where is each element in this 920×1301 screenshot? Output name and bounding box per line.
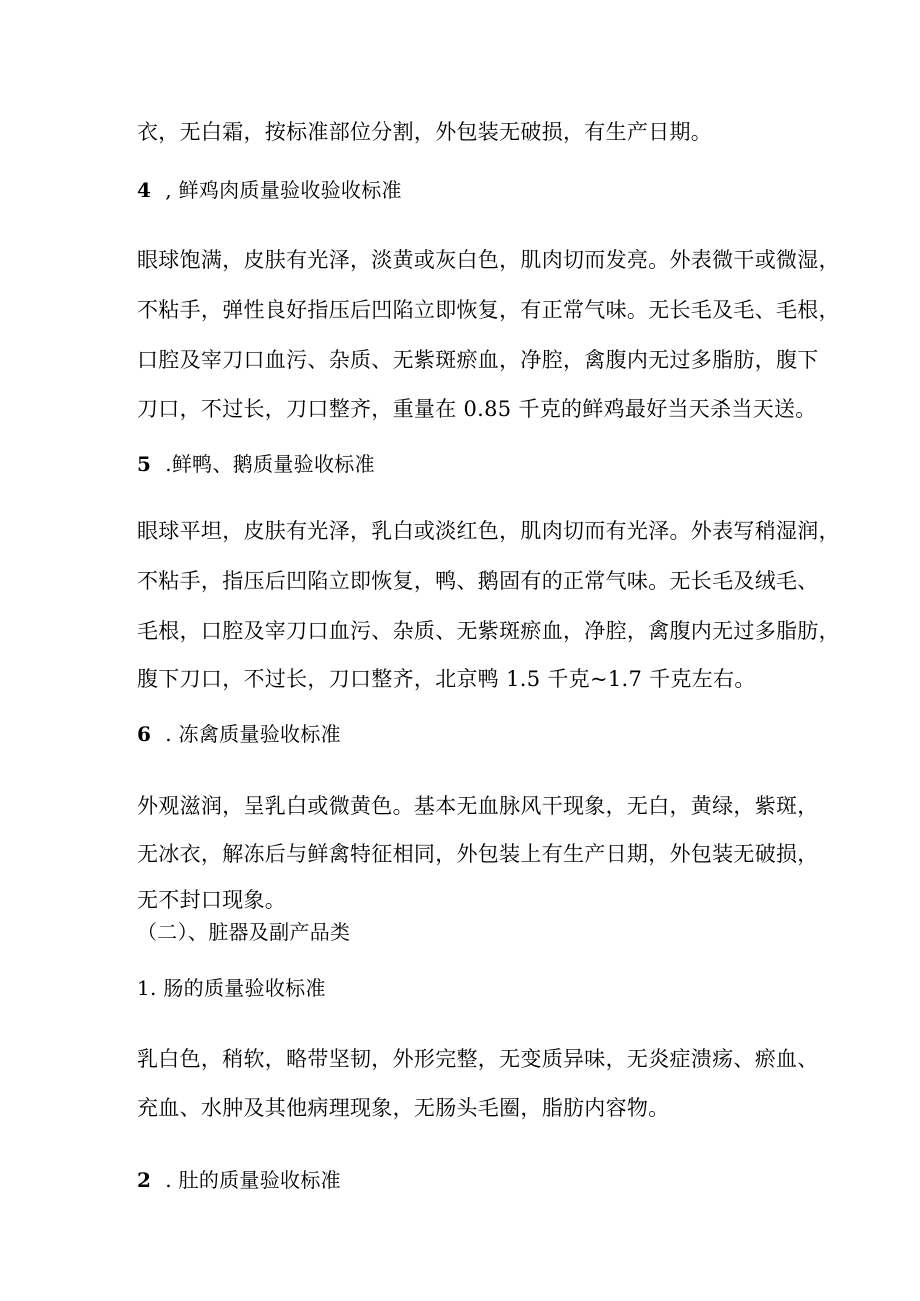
paragraph-line: 腹下刀口，不过长，刀口整齐，北京鸭 1.5 千克~1.7 千克左右。: [137, 667, 756, 691]
section-number: 6: [137, 722, 152, 746]
paragraph-line: 外观滋润，呈乳白或微黄色。基本无血脉风干现象，无白，黄绿，紫斑，: [137, 794, 819, 818]
section-number: 5: [137, 452, 152, 476]
paragraph-line: 刀口，不过长，刀口整齐，重量在 0.85 千克的鲜鸡最好当天杀当天送。: [137, 397, 817, 421]
item-heading-2: [137, 1166, 341, 1194]
section-title: .鲜鸭、鹅质量验收标准: [165, 452, 375, 476]
section-number: 2: [137, 1168, 152, 1192]
section-title: , 鲜鸡肉质量验收验收标准: [165, 178, 402, 202]
section-title: . 冻禽质量验收标准: [165, 722, 341, 746]
paragraph-line: 无冰衣，解冻后与鲜禽特征相同，外包装上有生产日期，外包装无破损，: [137, 842, 819, 866]
section-heading-5: [137, 450, 375, 478]
section-number: 4: [137, 178, 152, 202]
paragraph-line: 衣，无白霜，按标准部位分割，外包装无破损，有生产日期。: [137, 120, 713, 144]
paragraph-line: 口腔及宰刀口血污、杂质、无紫斑瘀血，净腔，禽腹内无过多脂肪，腹下: [137, 348, 819, 372]
paragraph-line: 眼球饱满，皮肤有光泽，淡黄或灰白色，肌肉切而发亮。外表微干或微湿，: [137, 248, 840, 272]
item-heading-1: 1. 肠的质量验收标准: [137, 976, 326, 1000]
paragraph-line: 乳白色，稍软，略带坚韧，外形完整，无变质异味，无炎症溃疡、瘀血、: [137, 1047, 819, 1071]
section-heading-4: [137, 176, 402, 204]
paragraph-line: 眼球平坦，皮肤有光泽，乳白或淡红色，肌肉切而有光泽。外表写稍湿润，: [137, 519, 840, 543]
section-heading-6: [137, 720, 341, 748]
section-title: . 肚的质量验收标准: [165, 1168, 341, 1192]
paragraph-line: 无不封口现象。: [137, 888, 287, 912]
paragraph-line: 充血、水肿及其他病理现象，无肠头毛圈，脂肪内容物。: [137, 1096, 670, 1120]
paragraph-line: 不粘手，指压后凹陷立即恢复，鸭、鹅固有的正常气味。无长毛及绒毛、: [137, 569, 819, 593]
section-title-organs: （二）、脏器及副产品类: [137, 920, 351, 944]
paragraph-line: 毛根，口腔及宰刀口血污、杂质、无紫斑瘀血，净腔，禽腹内无过多脂肪，: [137, 619, 840, 643]
paragraph-line: 不粘手，弹性良好指压后凹陷立即恢复，有正常气味。无长毛及毛、毛根，: [137, 298, 840, 322]
